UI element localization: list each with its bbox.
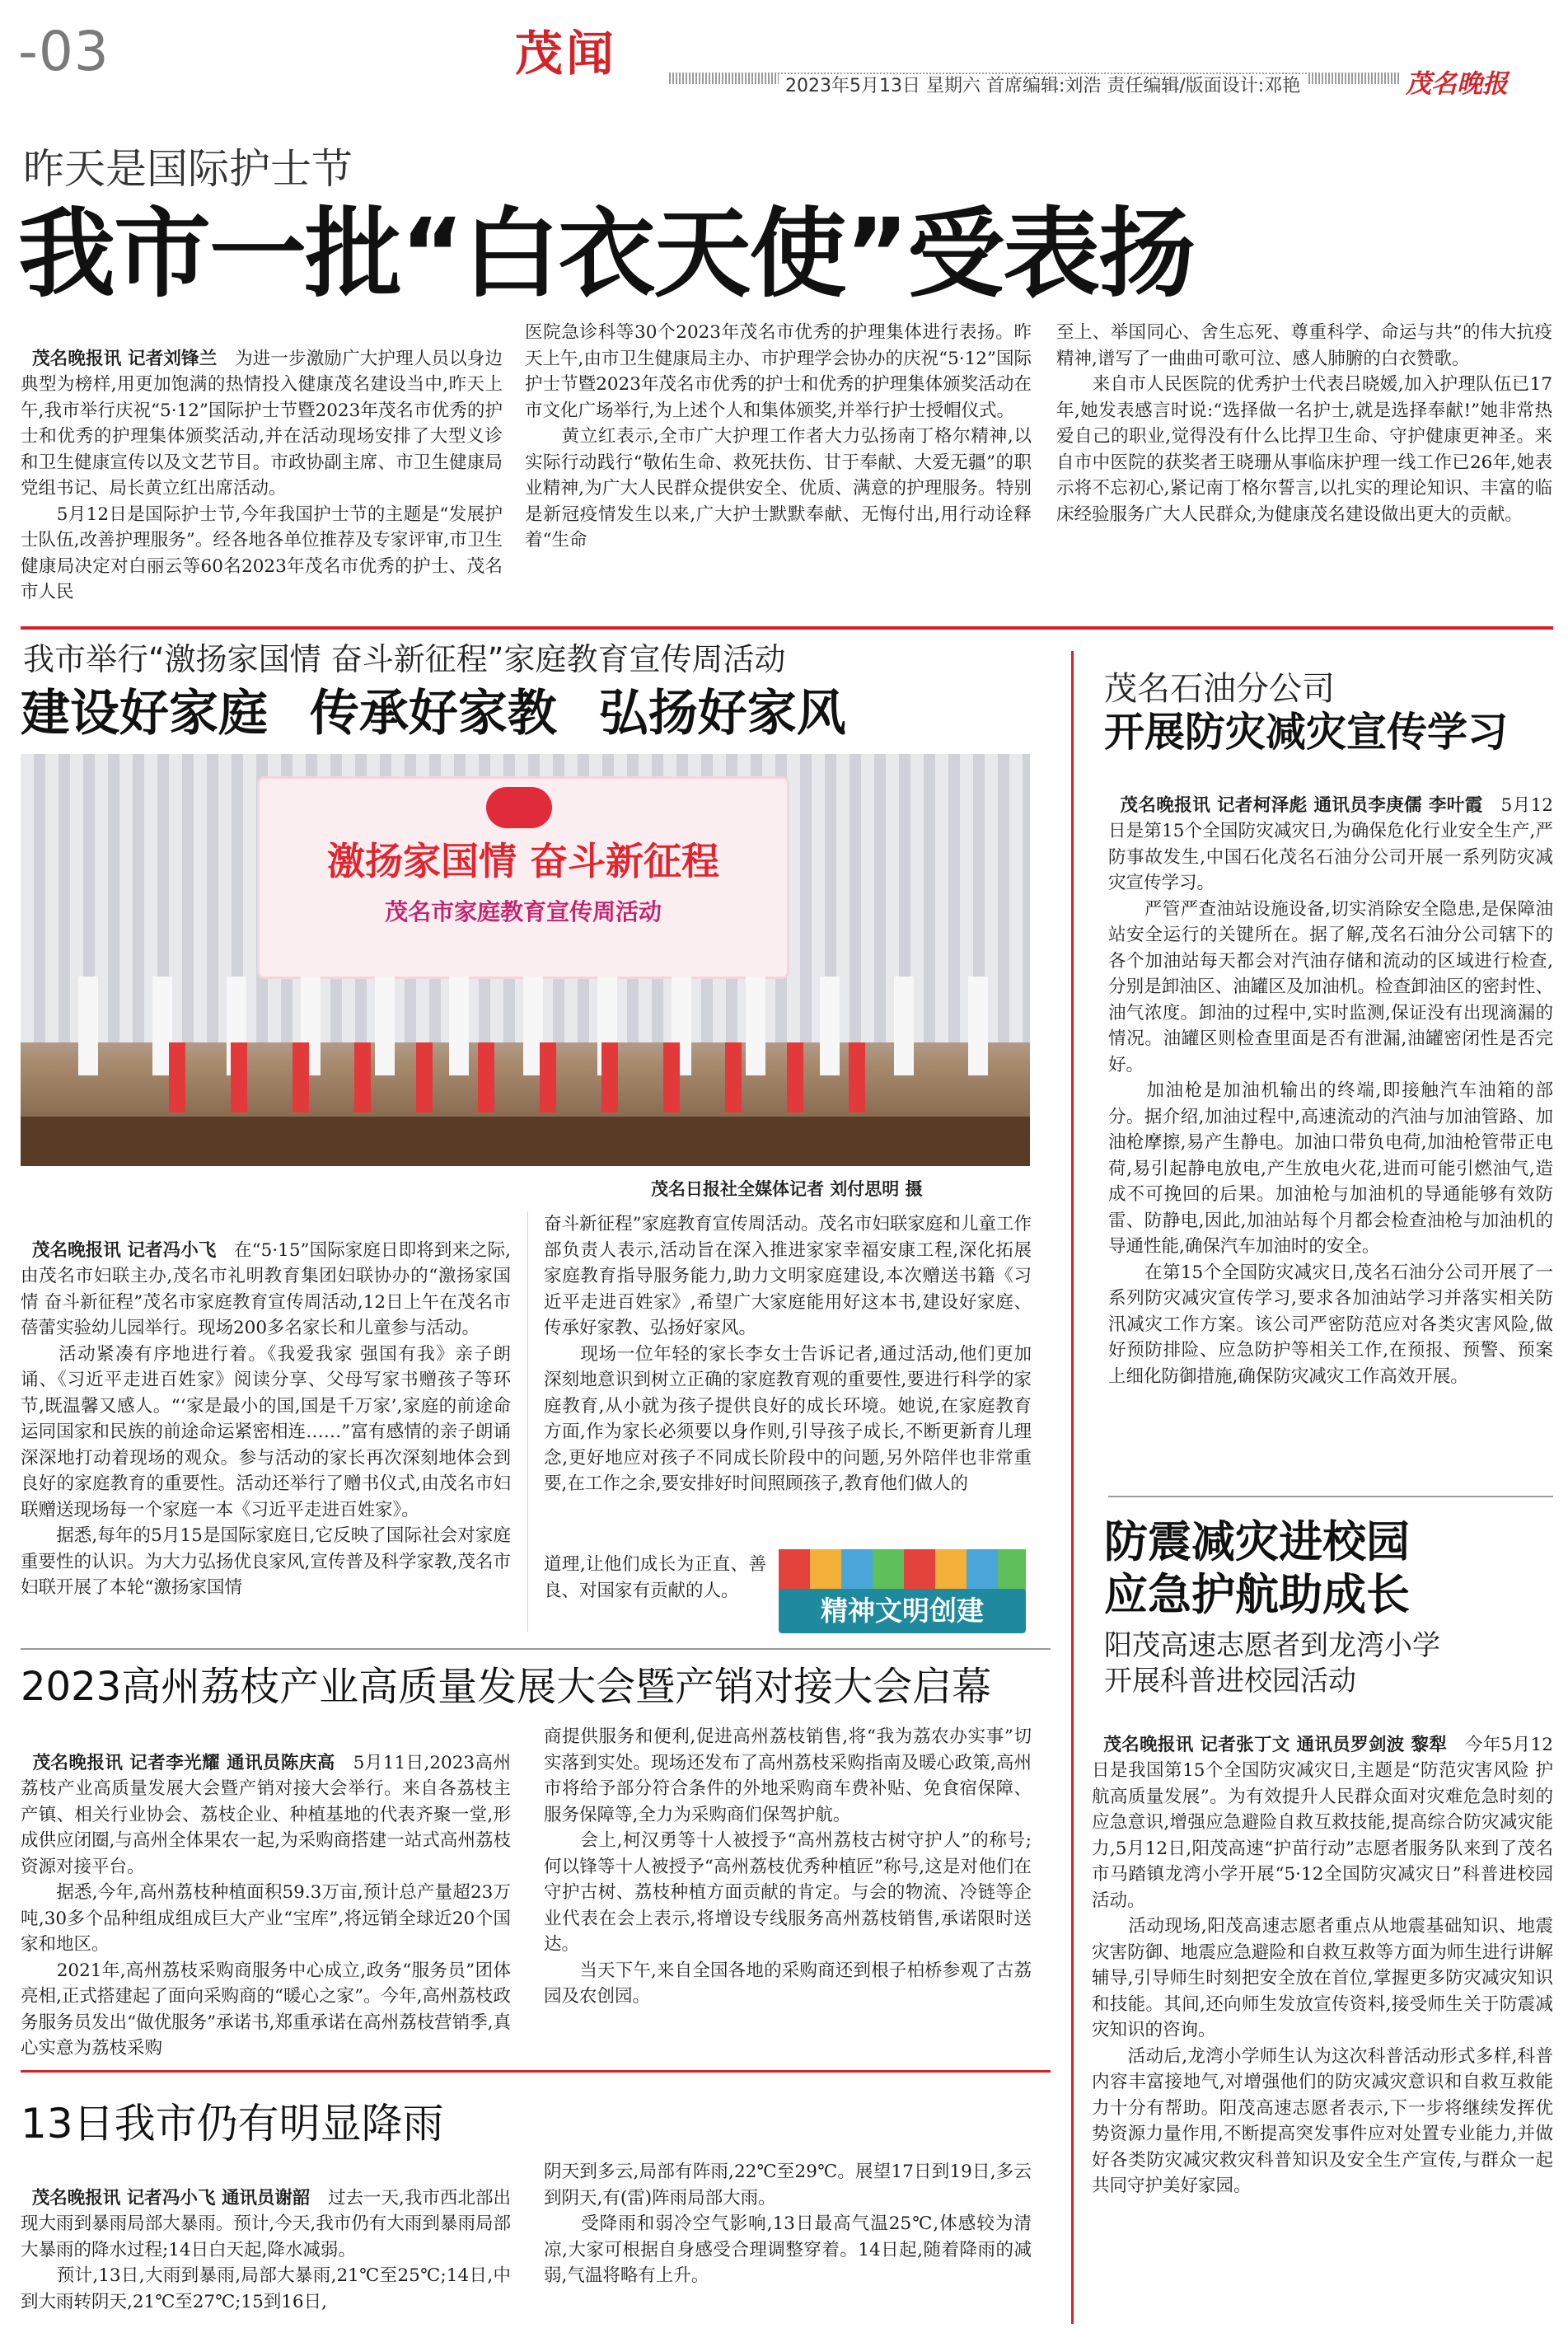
photo-credit: 茂名日报社全媒体记者 刘付思明 摄 — [651, 1179, 923, 1199]
petro-byline: 茂名晚报讯 记者柯泽彪 通讯员李庚儒 李叶霞 — [1120, 794, 1483, 816]
family-photo — [21, 754, 1030, 1166]
petro-divider — [1108, 1496, 1553, 1497]
photo-banner-subtitle: 茂名市家庭教育宣传周活动 — [384, 898, 662, 925]
quake-headline-2: 应急护航助成长 — [1104, 1570, 1410, 1620]
family-col1-text: 在“5·15”国际家庭日即将到来之际,由茂名市妇联主办,茂名市礼明教育集团妇联协办的“激扬家国情 奋斗新征程”茂名市家庭教育宣传周活动,12日上午在茂名市蓓蕾实验幼儿园举行。现场200多名家长和儿童参与活动。 活动紧凑有序地进行着。《我爱我家 强国有我》亲子朗诵、《习近平走进百姓家》阅读分享、父母写家书赠孩子等环节,既温馨又感人。“‘家是最小的国,国是千万家’,家庭的前途命运同国家和民族的前途命运紧密相连……”富有感情的亲子朗诵深深地打动着现场的观众。参与活动的家长再次深刻地体会到良好的家庭教育的重要性。活动还举行了赠书仪式,由茂名市妇联赠送现场每一个家庭一本《习近平走进百姓家》。 据悉,每年的5月15是国际家庭日,它反映了国际社会对家庭重要性的认识。为大力弘扬优良家风,宣传普及科学家教,茂名市妇联开展了本轮“激扬家国情 — [21, 1239, 511, 1598]
vertical-divider-right — [1071, 651, 1074, 2324]
quake-subhead-2: 开展科普进校园活动 — [1104, 1665, 1356, 1698]
litchi-column-2: 商提供服务和便利,促进高州荔枝销售,将“我为荔农办实事”切实落到实处。现场还发布了高州荔枝采购指南及暖心政策,高州市将给予部分符合条件的外地采购商车费补贴、免食宿保障、服务保障等,全力为采购商们保驾护航。 会上,柯汉勇等十人被授予“高州荔枝古树守护人”的称号;何以锋等十人被授予“高州荔枝优秀种植匠”称号,这是对他们在守护古树、荔枝种植方面贡献的肯定。与会的物流、冷链等企业代表在会上表示,将增设专线服务高州荔枝销售,承诺限时送达。 当天下午,来自全国各地的采购商还到根子柏桥参观了古荔园及农创园。 — [544, 1726, 1032, 2007]
rain-byline: 茂名晚报讯 记者冯小飞 通讯员谢韶 — [31, 2187, 311, 2209]
page-number: -03 — [18, 20, 110, 83]
rain-headline: 13日我市仍有明显降雨 — [21, 2100, 444, 2148]
litchi-bottom-divider — [21, 2070, 1051, 2073]
rain-col1-text: 过去一天,我市西北部出现大雨到暴雨局部大暴雨。预计,今天,我市仍有大雨到暴雨局部大暴雨的降水过程;14日白天起,降水减弱。 预计,13日,大雨到暴雨,局部大暴雨,21℃至25℃;14日,中到大雨转阴天,21℃至27℃;15到16日, — [21, 2187, 511, 2312]
family-column-2-tail: 道理,让他们成长为正直、善良、对国家有贡献的人。 — [544, 1554, 766, 1601]
pencil-decoration — [779, 1549, 1026, 1592]
date-info: 2023年5月13日 星期六 首席编辑:刘浩 责任编辑/版面设计:邓艳 — [779, 74, 1307, 99]
petro-headline: 开展防灾减灾宣传学习 — [1104, 709, 1509, 756]
lead-column-3: 至上、举国同心、舍生忘死、尊重科学、命运与共”的伟大抗疫精神,谱写了一曲曲可歌可泣、感人肺腑的白衣赞歌。 来自市人民医院的优秀护士代表吕晓媛,加入护理队伍已17年,她发表感言时说:“选择做一名护士,就是选择奉献!”她非常热爱自己的职业,觉得没有什么比捍卫生命、守护健康更神圣。来自市中医院的获奖者王晓珊从事临床护理一线工作已26年,她表示将不忘初心,紧记南丁格尔誓言,以扎实的理论知识、丰富的临床经验服务广大人民群众,为健康茂名建设做出更大的贡献。 — [1056, 322, 1552, 525]
litchi-byline: 茂名晚报讯 记者李光耀 通讯员陈庆高 — [32, 1752, 335, 1773]
lead-col1-text: 为进一步激励广大护理人员以身边典型为榜样,用更加饱满的热情投入健康茂名建设当中,昨天上午,我市举行庆祝“5·12”国际护士节暨2023年茂名市优秀的护士和优秀的护理集体颁奖活动,并在活动现场安排了大型义诊和卫生健康宣传以及文艺节目。市政协副主席、市卫生健康局党组书记、局长黄立红出席活动。 5月12日是国际护士节,今年我国护士节的主题是“发展护士队伍,改善护理服务”。经各地各单位推荐及专家评审,市卫生健康局决定对白丽云等60名2023年茂名市优秀的护士、茂名市人民 — [21, 348, 503, 602]
family-byline: 茂名晚报讯 记者冯小飞 — [31, 1239, 217, 1261]
family-kicker: 我市举行“激扬家国情 奋斗新征程”家庭教育宣传周活动 — [23, 641, 786, 677]
litchi-column-1 — [21, 1724, 511, 2058]
stage-children — [144, 1042, 886, 1112]
quake-body — [1092, 1706, 1553, 2324]
rain-column-1 — [21, 2159, 511, 2324]
quake-byline: 茂名晚报讯 记者张丁文 通讯员罗剑波 黎犁 — [1103, 1734, 1448, 1755]
lead-byline: 茂名晚报讯 记者刘锋兰 — [32, 348, 218, 369]
rain-column-2: 阴天到多云,局部有阵雨,22℃至29℃。展望17日到19日,多云到阴天,有(雷)阵雨局部大雨。 受降雨和弱冷空气影响,13日最高气温25℃,体感较为清凉,大家可根据自身感受合理调整穿着。14日起,随着降雨的减弱,气温将略有上升。 — [544, 2162, 1032, 2286]
civilization-badge: 精神文明创建 — [779, 1589, 1026, 1633]
quake-headline-1: 防震减灾进校园 — [1104, 1517, 1410, 1567]
family-column-2: 奋斗新征程”家庭教育宣传周活动。茂名市妇联家庭和儿童工作部负责人表示,活动旨在深入推进家家幸福安康工程,深化拓展家庭教育指导服务能力,助力文明家庭建设,本次赠送书籍《习近平走进百姓家》,希望广大家庭能用好这本书,建设好家庭、传承好家教、弘扬好家风。 现场一位年轻的家长李女士告诉记者,通过活动,他们更加深刻地意识到树立正确的家庭教育观的重要性,要进行科学的家庭教育,从小就为孩子提供良好的成长环境。她说,在家庭教育方面,作为家长必须要以身作则,引导孩子成长,不断更新育儿理念,更好地应对孩子不同成长阶段中的问题,另外陪伴也非常重要,在工作之余,要安排好时间照顾孩子,教育他们做人的 — [544, 1214, 1032, 1494]
family-column-1 — [21, 1211, 511, 1632]
photo-banner-title: 激扬家国情 奋斗新征程 — [326, 839, 719, 883]
lead-divider — [21, 626, 1553, 630]
section-name: 茂闻 — [515, 26, 618, 82]
family-headline: 建设好家庭 传承好家教 弘扬好家风 — [21, 685, 846, 742]
petro-text: 5月12日是第15个全国防灾减灾日,为确保危化行业安全生产,严防事故发生,中国石化茂名石油分公司开展一系列防灾减灾宣传学习。 严管严查油站设施设备,切实消除安全隐患,是保障油站安全运行的关键所在。据了解,茂名石油分公司辖下的各个加油站每天都会对汽油存储和流动的区域进行检查,分别是卸油区、油罐区及加油机。检查卸油区的密封性、油气浓度。卸油的过程中,实时监测,保证没有出现滴漏的情况。油罐区则检查里面是否有泄漏,油罐密闭性是否完好。 加油枪是加油机输出的终端,即接触汽车油箱的部分。据介绍,加油过程中,高速流动的汽油与加油管路、加油枪摩擦,易产生静电。加油口带负电荷,加油枪管带正电荷,易引起静电放电,产生放电火花,进而可能引燃油气,造成不可挽回的后果。加油枪与加油机的导通能够有效防雷、防静电,因此,加油站每个月都会检查油枪与加油机的导通性能,确保汽车加油时的安全。 在第15个全国防灾减灾日,茂名石油分公司开展了一系列防灾减灾宣传学习,要求各加油站学习并落实相关防汛减灾工作方案。该公司严密防范应对各类灾害风险,做好预防排险、应急防护等相关工作,在预报、预警、预案上细化防御措施,确保防灾减灾工作高效开展。 — [1108, 794, 1553, 1387]
petro-kicker: 茂名石油分公司 — [1104, 670, 1335, 708]
emblem-icon — [486, 787, 552, 828]
lead-column-1 — [21, 320, 503, 612]
lead-headline: 我市一批“白衣天使”受表扬 — [18, 197, 1195, 311]
lead-kicker: 昨天是国际护士节 — [23, 145, 353, 193]
newspaper-logo: 茂名晚报 — [1401, 68, 1513, 101]
litchi-col1-text: 5月11日,2023高州荔枝产业高质量发展大会暨产销对接大会举行。来自各荔枝主产镇、相关行业协会、荔枝企业、种植基地的代表齐聚一堂,形成供应闭圈,与高州全体果农一起,为采购商搭建一站式高州荔枝资源对接平台。 据悉,今年,高州荔枝种植面积59.3万亩,预计总产量超23万吨,30多个品种组成组成巨大产业“宝库”,将远销全球近20个国家和地区。 2021年,高州荔枝采购商服务中心成立,政务“服务员”团体亮相,正式搭建起了面向采购商的“暖心之家”。今年,高州荔枝政务服务员发出“做优服务”承诺书,郑重承诺在高州荔枝营销季,真心实意为荔枝采购 — [21, 1752, 511, 2058]
petro-body — [1108, 766, 1553, 1508]
quake-subhead-1: 阳茂高速志愿者到龙湾小学 — [1104, 1629, 1440, 1662]
litchi-top-divider — [21, 1648, 1051, 1650]
stage-floor — [21, 1117, 1030, 1166]
vertical-divider-family — [527, 1211, 528, 1632]
litchi-headline: 2023高州荔枝产业高质量发展大会暨产销对接大会启幕 — [21, 1664, 992, 1710]
quake-text: 今年5月12日是我国第15个全国防灾减灾日,主题是“防范灾害风险 护航高质量发展”。为有效提升人民群众面对灾难危急时刻的应急意识,增强应急避险自救互救技能,提高综合防灾减灾能力,5月12日,阳茂高速“护苗行动”志愿者服务队来到了茂名市马踏镇龙湾小学开展“5·12全国防灾减灾日”科普进校园活动。 活动现场,阳茂高速志愿者重点从地震基础知识、地震灾害防御、地震应急避险和自救互救等方面为师生进行讲解辅导,引导师生时刻把安全放在首位,掌握更多防灾减灾知识和技能。其间,还向师生发放宣传资料,接受师生关于防震减灾知识的咨询。 活动后,龙湾小学师生认为这次科普活动形式多样,科普内容丰富接地气,对增强他们的防灾减灾意识和自救互救能力十分有帮助。阳茂高速志愿者表示,下一步将继续发挥优势资源力量作用,不断提高突发事件应对处置专业能力,并做好各类防灾减灾救灾科普知识及安全生产宣传,与群众一起共同守护美好家园。 — [1092, 1734, 1553, 2196]
lead-column-2: 医院急诊科等30个2023年茂名市优秀的护理集体进行表扬。昨天上午,由市卫生健康局主办、市护理学会协办的庆祝“5·12”国际护士节暨2023年茂名市优秀的护士和优秀的护理集体颁奖活动在市文化广场举行,为上述个人和集体颁奖,并举行护士授帽仪式。 黄立红表示,全市广大护理工作者大力弘扬南丁格尔精神,以实际行动践行“敬佑生命、救死扶伤、甘于奉献、大爱无疆”的职业精神,为广大人民群众提供安全、优质、满意的护理服务。特别是新冠疫情发生以来,广大护士默默奉献、无悔付出,用行动诠释着“生命 — [525, 322, 1032, 550]
